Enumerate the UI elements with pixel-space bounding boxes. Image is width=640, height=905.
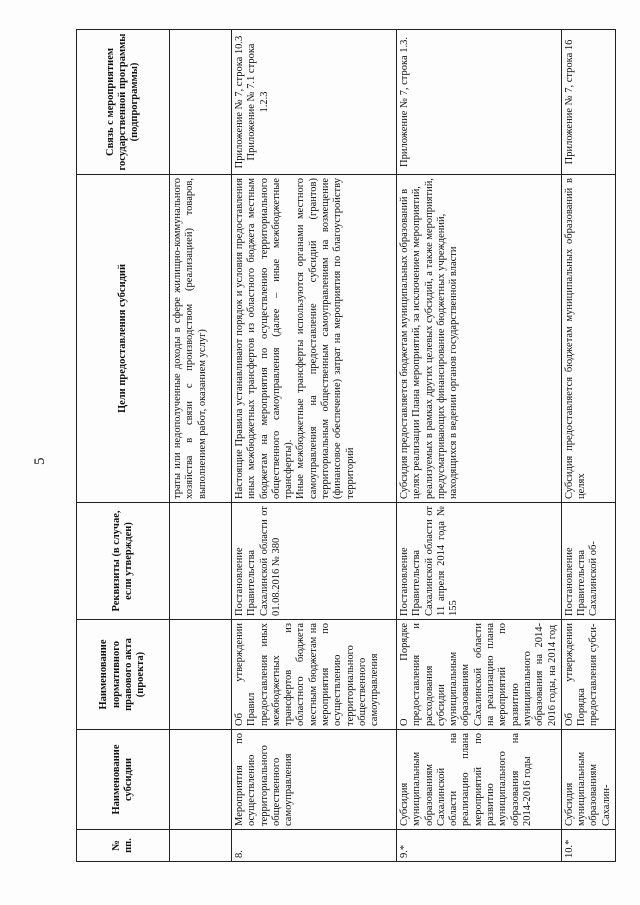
header-link: Связь с мероприятием государственной программы (подпрограммы) <box>77 30 170 175</box>
row-num: 9.* <box>397 830 562 862</box>
header-name: Наименование субсидии <box>77 730 170 830</box>
row-link <box>170 30 232 175</box>
row-num <box>170 830 232 862</box>
goals-paragraph: Иные межбюджетные трансферты используются органами местного самоуправления на предоставление субсидий (грантов) территориальным общественным самоуправлениям на возмещение (финансовое обеспечение) затрат на мероприятия по благоустройству территорий <box>295 178 356 499</box>
header-goals: Цели предоставления субсидий <box>77 175 170 503</box>
row-name: Субсидия муниципальным образованиям Сахалинской области на реализацию плана мероприятий по развитию муниципального образования на 2014-2016 годы <box>397 730 562 830</box>
row-act <box>170 620 232 730</box>
row-name <box>170 730 232 830</box>
header-num: № пп. <box>77 830 170 862</box>
table-row <box>170 30 232 862</box>
row-goals <box>232 175 397 503</box>
row-act: Об утверждении Правил предоставления иных межбюджетных трансфертов из областного бюджета местным бюджетам на мероприятия по осуществлению территориального общественного самоуправления <box>232 620 397 730</box>
table-row <box>397 30 562 862</box>
row-num: 8. <box>232 830 397 862</box>
row-num: 10.* <box>561 830 615 862</box>
row-name: Мероприятия по осуществлению территориального общественного самоуправления <box>232 730 397 830</box>
row-act: Об утверждении Порядка предоставления субси- <box>561 620 615 730</box>
row-details: Постановление Правительства Сахалинской области от 01.08.2016 № 380 <box>232 503 397 620</box>
row-details <box>170 503 232 620</box>
header-row <box>77 30 170 862</box>
rotated-table-container <box>76 30 612 862</box>
row-details: Постановление Правительства Сахалинской области от 11 апреля 2014 года № 155 <box>397 503 562 620</box>
row-link: Приложение № 7, строка 16 <box>561 30 615 175</box>
header-details: Реквизиты (в случае, если утвержден) <box>77 503 170 620</box>
link-reference: Приложение № 7, строка 10.3 <box>234 35 245 169</box>
row-name: Субсидия муниципальным образованиям Сахалин- <box>561 730 615 830</box>
row-act: О Порядке предоставления и расходования субсидии муниципальным образованиям Сахалинской области на реализацию плана мероприятий по развитию муниципального образования на 2014-2016 годы, на 2014 год <box>397 620 562 730</box>
row-goals: Субсидия предоставляется бюджетам муниципальных образований в целях <box>561 175 615 503</box>
link-reference: Приложение № 7.1 строка 1.2.3 <box>246 43 270 161</box>
row-details: Постановление Правительства Сахалинской об- <box>561 503 615 620</box>
goals-paragraph: Настоящие Правила устанавливают порядок и условия предоставления иных межбюджетных трансфертов из областного бюджета местным бюджетам на мероприятия по осуществлению территориального общественного самоуправления (далее – иные межбюджетные трансферты). <box>234 178 295 499</box>
header-act: Наименование нормативного правового акта (проекта) <box>77 620 170 730</box>
row-link <box>232 30 397 175</box>
row-goals: Субсидия предоставляется бюджетам муниципальных образований в целях реализации Плана мероприятий, за исключением мероприятий, реализуемых в рамках других целевых субсидий, а также мероприятий, предусматривающих финансирование бюджетных учреждений, находящихся в ведении органов государственной власти <box>397 175 562 503</box>
table-row <box>561 30 615 862</box>
table-row <box>232 30 397 862</box>
subsidies-table <box>76 29 616 862</box>
row-link: Приложение № 7, строка 1.3. <box>397 30 562 175</box>
page-number: 5 <box>32 457 48 465</box>
row-goals: траты или недополученные доходы в сфере жилищно-коммунального хозяйства в связи с производством (реализацией) товаров, выполнением работ, оказанием услуг) <box>170 175 232 503</box>
